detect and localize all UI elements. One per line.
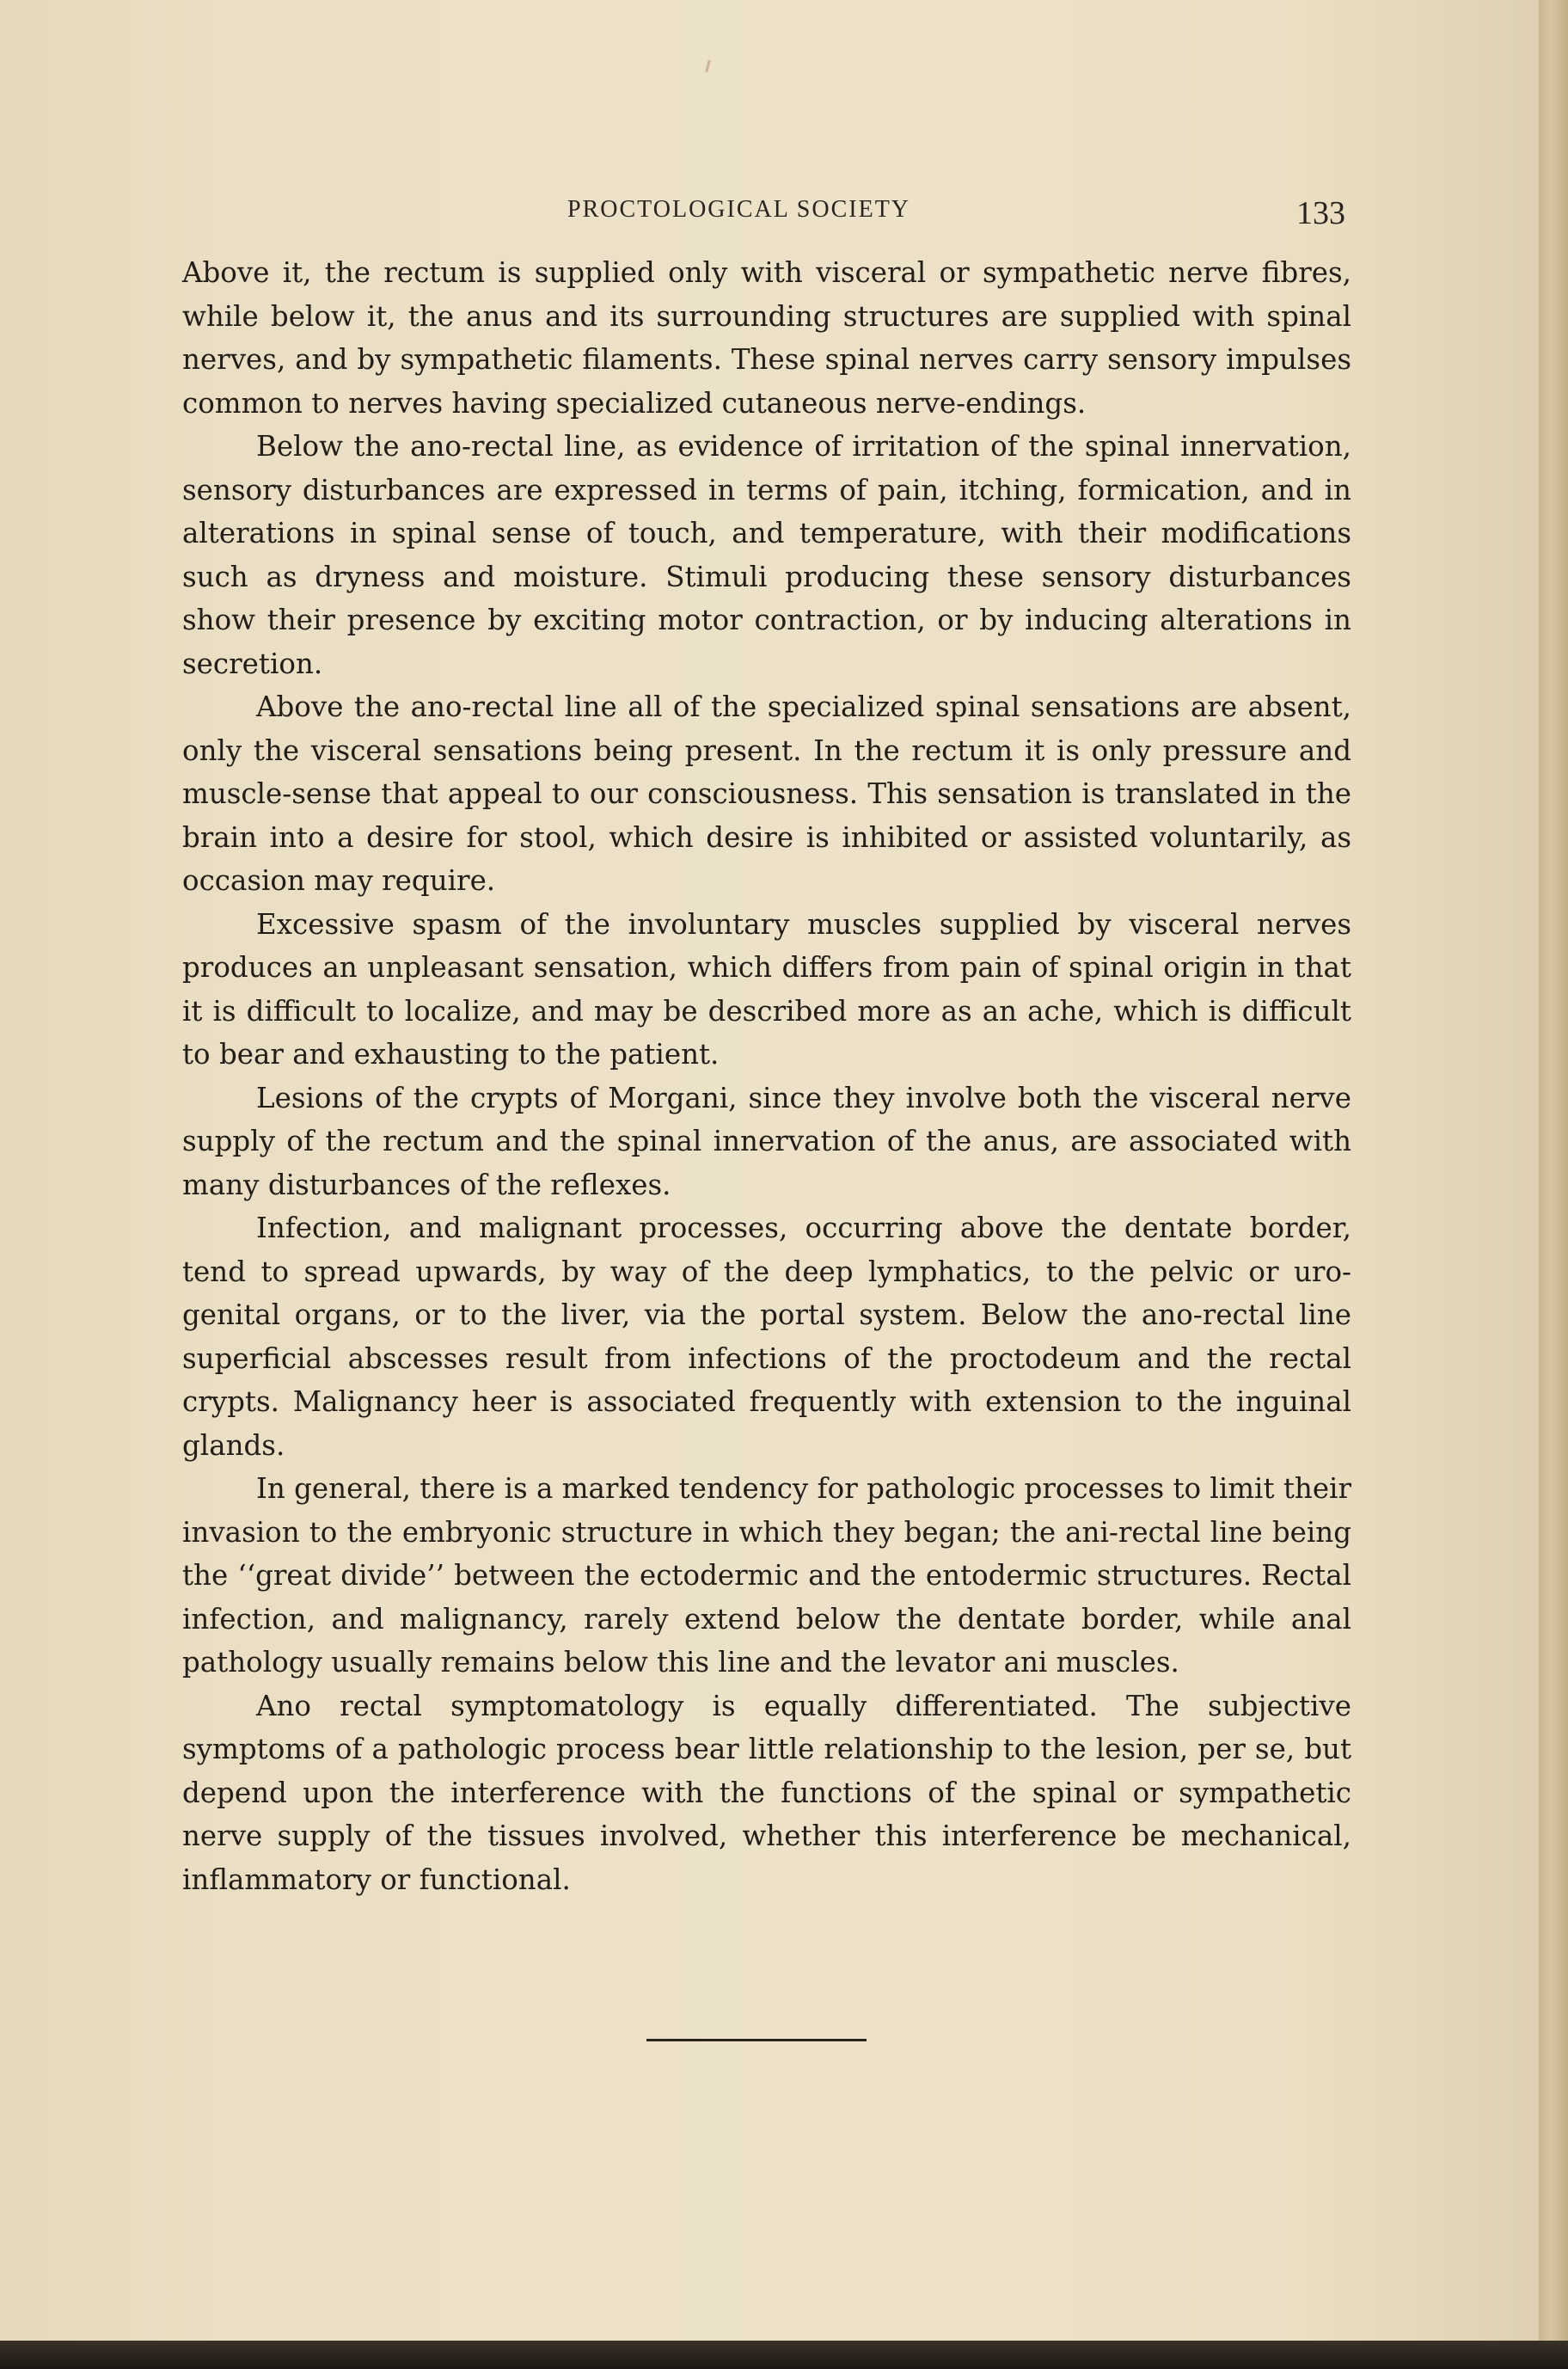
- paragraph: Excessive spasm of the involuntary muscles supplied by visceral nerves produces an unpleasant sensation, which differs from pain of spinal origin in that it is difficult to localize, and may be described more as an ache, which is difficult to bear and exhausting to the patient.: [182, 907, 1351, 1071]
- paragraph: Ano rectal symptomatology is equally differentiated. The subjective symptoms of a pathologic process bear little relationship to the lesion, per se, but depend upon the interference with the functions of the spinal or sympathetic nerve supply of the tissues involved, whether this interference be mechanical, inflammatory or functional.: [182, 1689, 1351, 1896]
- body-text: [182, 251, 1351, 1901]
- scan-bottom-border: [0, 2341, 1568, 2369]
- book-fore-edge: [1539, 0, 1568, 2369]
- paper-fleck: [705, 60, 711, 72]
- running-head: PROCTOLOGICAL SOCIETY: [567, 196, 911, 223]
- paragraph: In general, there is a marked tendency for pathologic processes to limit their invasion to the embryonic structure in which they began; the ani-rectal line being the ‘‘great divide’’ between the ectodermic and the entodermic structures. Rectal infection, and malignancy, rarely extend below the dentate border, while anal pathology usually remains below this line and the levator ani muscles.: [182, 1472, 1351, 1679]
- paragraph: Above it, the rectum is supplied only with visceral or sympathetic nerve fibres, while below it, the anus and its surrounding structures are supplied with spinal nerves, and by sympathetic filaments. These spinal nerves carry sensory impulses common to nerves having specialized cutaneous nerve-endings.: [182, 256, 1351, 420]
- section-end-rule: [646, 2039, 867, 2041]
- paragraph: Above the ano-rectal line all of the specialized spinal sensations are absent, only the visceral sensations being present. In the rectum it is only pressure and muscle-sense that appeal to our consciousness. This sensation is translated in the brain into a desire for stool, which desire is inhibited or assisted voluntarily, as occasion may require.: [182, 690, 1351, 897]
- paragraph: Lesions of the crypts of Morgani, since they involve both the visceral nerve supply of the rectum and the spinal innervation of the anus, are associated with many disturbances of the reflexes.: [182, 1081, 1351, 1201]
- page-number: 133: [1296, 195, 1345, 231]
- paragraph: Below the ano-rectal line, as evidence of irritation of the spinal innervation, sensory disturbances are expressed in terms of pain, itching, formication, and in alterations in spinal sense of touch, and temperature, with their modifications such as dryness and moisture. Stimuli producing these sensory disturbances show their presence by exciting motor contraction, or by inducing alterations in secretion.: [182, 430, 1351, 680]
- paragraph: Infection, and malignant processes, occurring above the dentate border, tend to spread upwards, by way of the deep lymphatics, to the pelvic or uro-genital organs, or to the liver, via the portal system. Below the ano-rectal line superficial abscesses result from infections of the proctodeum and the rectal crypts. Malignancy heer is associated frequently with extension to the inguinal glands.: [182, 1212, 1351, 1462]
